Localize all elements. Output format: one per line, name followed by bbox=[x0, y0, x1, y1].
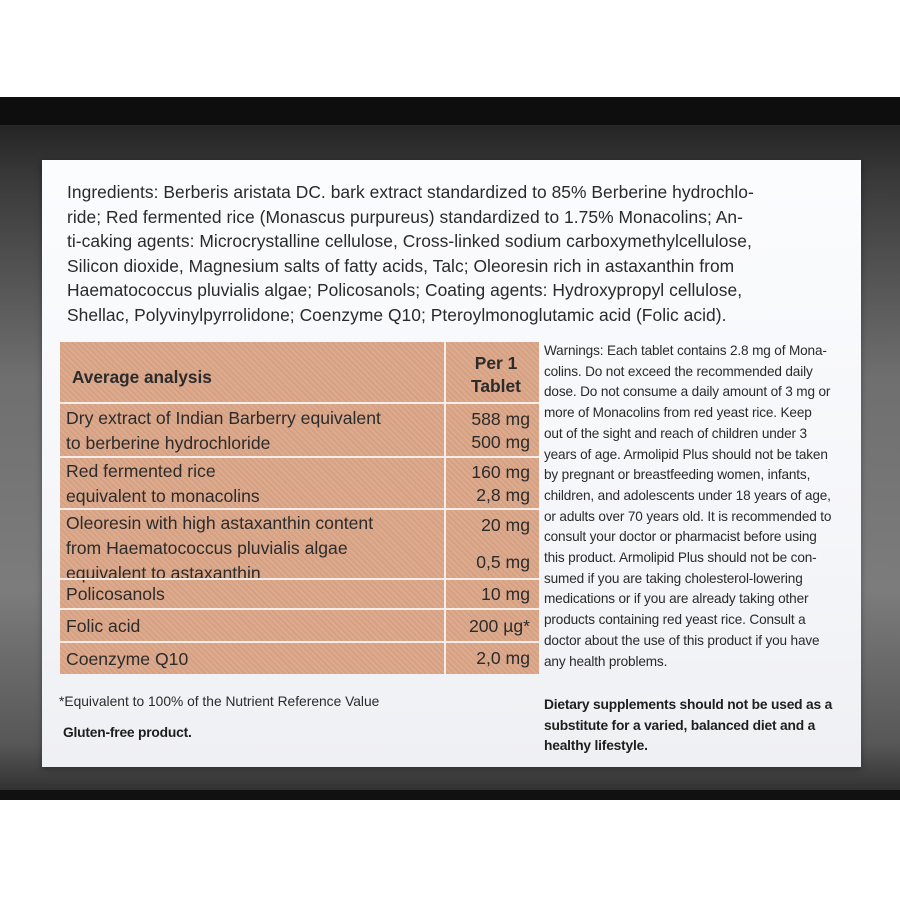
gluten-free-note: Gluten-free product. bbox=[63, 725, 192, 740]
warnings-line: medications or if you are already taking other bbox=[544, 591, 809, 607]
ingredients-line: Shellac, Polyvinylpyrrolidone; Coenzyme Q10; Pteroylmonoglutamic acid (Folic acid). bbox=[67, 304, 727, 325]
row-label-line: Oleoresin with high astaxanthin content bbox=[66, 513, 374, 533]
table-header-per-line: Per 1 bbox=[474, 353, 518, 373]
row-value-line: 2,8 mg bbox=[476, 485, 530, 505]
warnings-line: by pregnant or breastfeeding women, infants, bbox=[544, 467, 811, 483]
row-value: 10 mg bbox=[481, 584, 530, 604]
warnings-line: Warnings: Each tablet contains 2.8 mg of Mona- bbox=[544, 343, 827, 358]
dietary-line: substitute for a varied, balanced diet and a bbox=[544, 717, 816, 733]
row-label: Folic acid bbox=[66, 616, 141, 636]
table-header-tablet-line: Tablet bbox=[471, 376, 521, 396]
table-header-label: Average analysis bbox=[72, 367, 212, 387]
row-label-line: from Haematococcus pluvialis algae bbox=[66, 538, 348, 558]
warnings-line: dose. Do not consume a daily amount of 3 mg or bbox=[544, 384, 831, 400]
row-label-line: to berberine hydrochloride bbox=[66, 433, 271, 453]
warnings-line: doctor about the use of this product if you have bbox=[544, 632, 820, 648]
row-label bbox=[66, 511, 373, 586]
ingredients-line: ti-caking agents: Microcrystalline cellulose, Cross-linked sodium carboxymethylcellulose, bbox=[67, 231, 752, 252]
table-row bbox=[60, 402, 539, 456]
dietary-line: healthy lifestyle. bbox=[544, 738, 648, 754]
row-label bbox=[66, 459, 260, 509]
ingredients-line: ride; Red fermented rice (Monascus purpureus) standardized to 1.75% Monacolins; An- bbox=[67, 206, 743, 227]
ingredients-text bbox=[67, 180, 837, 328]
photo-dark-band-top bbox=[0, 97, 900, 125]
row-value bbox=[448, 408, 530, 454]
table-row bbox=[60, 608, 539, 641]
photo-dark-band-bottom bbox=[0, 790, 900, 800]
label-card bbox=[42, 160, 861, 767]
warnings-line: colins. Do not exceed the recommended daily bbox=[544, 363, 813, 379]
table-header-row bbox=[60, 342, 539, 402]
row-value-line: 500 mg bbox=[471, 432, 530, 452]
row-label-line: Red fermented rice bbox=[66, 461, 216, 481]
row-label-line: Dry extract of Indian Barberry equivalent bbox=[66, 408, 381, 428]
warnings-line: sumed if you are taking cholesterol-lowering bbox=[544, 570, 803, 586]
ingredients-line: Ingredients: Berberis aristata DC. bark extract standardized to 85% Berberine hydrochlo- bbox=[67, 182, 754, 202]
warnings-line: consult your doctor or pharmacist before using bbox=[544, 529, 817, 545]
row-value-line: 588 mg bbox=[471, 409, 530, 429]
row-value bbox=[448, 514, 530, 537]
row-label-line: equivalent to astaxanthin bbox=[66, 563, 261, 583]
row-value: 200 µg* bbox=[468, 616, 530, 636]
row-value: 2,0 mg bbox=[476, 648, 530, 668]
dietary-note bbox=[544, 695, 844, 757]
row-value bbox=[448, 551, 530, 574]
warnings-line: or adults over 70 years old. It is recommended to bbox=[544, 508, 832, 524]
table-row bbox=[60, 641, 539, 674]
dietary-line: Dietary supplements should not be used as a bbox=[544, 697, 833, 712]
table-row bbox=[60, 578, 539, 608]
warnings-line: years of age. Armolipid Plus should not be taken bbox=[544, 446, 828, 462]
row-value-line: 160 mg bbox=[471, 462, 530, 482]
table-row bbox=[60, 456, 539, 508]
warnings-line: this product. Armolipid Plus should not be con- bbox=[544, 550, 817, 566]
warnings-line: more of Monacolins from red yeast rice. Keep bbox=[544, 405, 812, 421]
warnings-line: any health problems. bbox=[544, 653, 668, 669]
table-row bbox=[60, 508, 539, 583]
row-label bbox=[66, 406, 381, 456]
table-header-per-tablet bbox=[456, 352, 536, 398]
nutrition-table bbox=[60, 342, 539, 674]
warnings-line: children, and adolescents under 18 years of age, bbox=[544, 487, 831, 503]
row-value-line: 0,5 mg bbox=[476, 552, 530, 572]
row-label-line: equivalent to monacolins bbox=[66, 486, 260, 506]
footnote-nrv: *Equivalent to 100% of the Nutrient Reference Value bbox=[59, 694, 380, 709]
ingredients-line: Silicon dioxide, Magnesium salts of fatty acids, Talc; Oleoresin rich in astaxanthin from bbox=[67, 255, 735, 276]
row-label: Policosanols bbox=[66, 584, 165, 604]
warnings-line: products containing red yeast rice. Consult a bbox=[544, 612, 806, 628]
ingredients-line: Haematococcus pluvialis algae; Policosanols; Coating agents: Hydroxypropyl cellulose, bbox=[67, 280, 743, 301]
row-value-line: 20 mg bbox=[481, 515, 530, 535]
row-value bbox=[448, 461, 530, 507]
warnings-line: out of the sight and reach of children under 3 bbox=[544, 425, 807, 441]
warnings-text bbox=[544, 341, 854, 672]
row-label: Coenzyme Q10 bbox=[66, 649, 189, 669]
